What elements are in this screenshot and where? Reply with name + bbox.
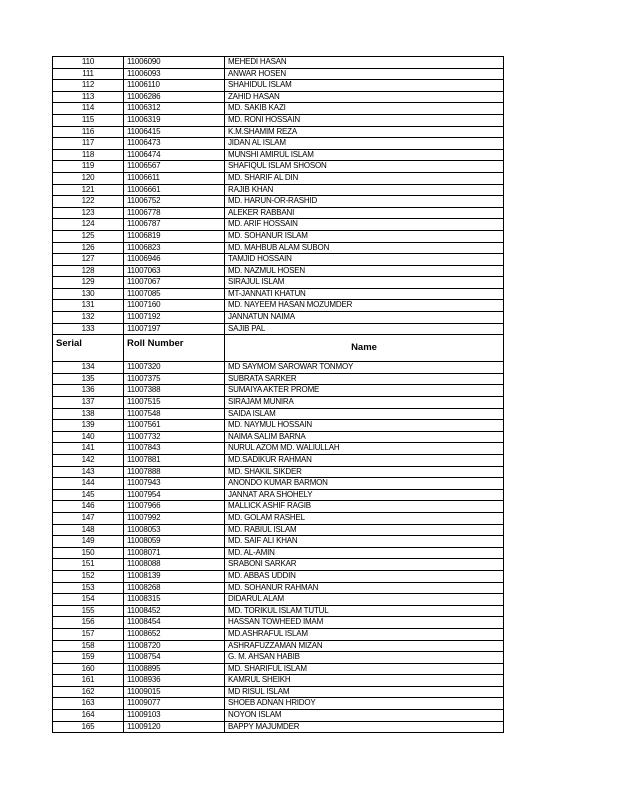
name-cell: MD. SAKIB KAZI	[225, 103, 504, 115]
table-row	[53, 172, 504, 184]
name-cell: MD. MAHBUB ALAM SUBON	[225, 242, 504, 254]
name-cell: MD. SOHANUR RAHMAN	[225, 582, 504, 594]
name-cell: SIRAJAM MUNIRA	[225, 397, 504, 409]
table-row	[53, 288, 504, 300]
name-cell: ANONDO KUMAR BARMON	[225, 478, 504, 490]
table-row	[53, 466, 504, 478]
roll-number-cell: 11007388	[124, 385, 225, 397]
serial-cell: 156	[53, 617, 124, 629]
name-cell: ALEKER RABBANI	[225, 207, 504, 219]
serial-cell: 125	[53, 230, 124, 242]
roll-number-cell: 11009120	[124, 721, 225, 733]
name-cell: SAIDA ISLAM	[225, 408, 504, 420]
roll-number-cell: 11007732	[124, 431, 225, 443]
table-row	[53, 114, 504, 126]
table-row	[53, 80, 504, 92]
serial-cell: 141	[53, 443, 124, 455]
table-row	[53, 617, 504, 629]
roll-number-cell: 11006567	[124, 161, 225, 173]
table-row	[53, 559, 504, 571]
roll-number-cell: 11007063	[124, 265, 225, 277]
table-row	[53, 184, 504, 196]
roll-number-cell: 11007881	[124, 455, 225, 467]
table-row	[53, 408, 504, 420]
name-cell: SHAHIDUL ISLAM	[225, 80, 504, 92]
serial-cell: 113	[53, 91, 124, 103]
serial-cell: 150	[53, 547, 124, 559]
table-row	[53, 265, 504, 277]
serial-cell: 158	[53, 640, 124, 652]
table-body-bottom	[53, 362, 504, 733]
roll-number-cell: 11006611	[124, 172, 225, 184]
table-row	[53, 219, 504, 231]
serial-cell: 139	[53, 420, 124, 432]
serial-cell: 134	[53, 362, 124, 374]
name-cell: JANNAT ARA SHOHELY	[225, 489, 504, 501]
table-row	[53, 300, 504, 312]
serial-cell: 162	[53, 686, 124, 698]
table-row	[53, 455, 504, 467]
name-cell: MT-JANNATI KHATUN	[225, 288, 504, 300]
serial-cell: 143	[53, 466, 124, 478]
name-cell: MD. ARIF HOSSAIN	[225, 219, 504, 231]
roll-number-cell: 11007888	[124, 466, 225, 478]
roll-number-cell: 11008071	[124, 547, 225, 559]
name-cell: ANWAR HOSEN	[225, 68, 504, 80]
name-cell: MD.SADIKUR RAHMAN	[225, 455, 504, 467]
table-row	[53, 397, 504, 409]
name-cell: SAJIB PAL	[225, 323, 504, 335]
serial-cell: 140	[53, 431, 124, 443]
serial-cell: 132	[53, 312, 124, 324]
table-row	[53, 721, 504, 733]
roll-number-cell: 11007843	[124, 443, 225, 455]
serial-cell: 123	[53, 207, 124, 219]
table-row	[53, 710, 504, 722]
serial-cell: 148	[53, 524, 124, 536]
table-row	[53, 57, 504, 69]
table-row	[53, 312, 504, 324]
serial-cell: 115	[53, 114, 124, 126]
serial-cell: 165	[53, 721, 124, 733]
roll-number-cell: 11006823	[124, 242, 225, 254]
serial-cell: 145	[53, 489, 124, 501]
serial-header: Serial	[53, 335, 124, 362]
roll-number-cell: 11008139	[124, 570, 225, 582]
serial-cell: 114	[53, 103, 124, 115]
serial-cell: 157	[53, 628, 124, 640]
roll-number-cell: 11006787	[124, 219, 225, 231]
serial-cell: 163	[53, 698, 124, 710]
serial-cell: 153	[53, 582, 124, 594]
serial-cell: 133	[53, 323, 124, 335]
table-row	[53, 230, 504, 242]
roll-number-cell: 11008053	[124, 524, 225, 536]
roll-number-cell: 11006752	[124, 196, 225, 208]
student-list-table	[52, 56, 504, 733]
name-cell: SUBRATA SARKER	[225, 373, 504, 385]
name-cell: JIDAN AL ISLAM	[225, 138, 504, 150]
roll-number-cell: 11007375	[124, 373, 225, 385]
roll-number-cell: 11009103	[124, 710, 225, 722]
roll-number-cell: 11007192	[124, 312, 225, 324]
table-row	[53, 478, 504, 490]
serial-cell: 124	[53, 219, 124, 231]
roll-number-cell: 11007992	[124, 512, 225, 524]
name-cell: KAMRUL SHEIKH	[225, 675, 504, 687]
serial-cell: 152	[53, 570, 124, 582]
roll-number-cell: 11007548	[124, 408, 225, 420]
name-cell: MD. HARUN-OR-RASHID	[225, 196, 504, 208]
table-row	[53, 68, 504, 80]
name-cell: MD. ABBAS UDDIN	[225, 570, 504, 582]
table-row	[53, 489, 504, 501]
table-row	[53, 207, 504, 219]
table-row	[53, 385, 504, 397]
name-cell: NAIMA SALIM BARNA	[225, 431, 504, 443]
table-row	[53, 323, 504, 335]
serial-cell: 144	[53, 478, 124, 490]
roll-number-cell: 11007515	[124, 397, 225, 409]
name-cell: MD.ASHRAFUL ISLAM	[225, 628, 504, 640]
roll-number-cell: 11008454	[124, 617, 225, 629]
table-row	[53, 512, 504, 524]
name-cell: K.M.SHAMIM REZA	[225, 126, 504, 138]
roll-number-cell: 11008754	[124, 652, 225, 664]
name-cell: MD. SHAKIL SIKDER	[225, 466, 504, 478]
serial-cell: 146	[53, 501, 124, 513]
roll-number-cell: 11006286	[124, 91, 225, 103]
serial-cell: 149	[53, 536, 124, 548]
table-row	[53, 570, 504, 582]
name-cell: MD. GOLAM RASHEL	[225, 512, 504, 524]
name-cell: DIDARUL ALAM	[225, 594, 504, 606]
roll-number-cell: 11008452	[124, 605, 225, 617]
serial-cell: 154	[53, 594, 124, 606]
roll-number-cell: 11007085	[124, 288, 225, 300]
name-cell: MD. SHARIFUL ISLAM	[225, 663, 504, 675]
roll-number-cell: 11006474	[124, 149, 225, 161]
name-cell: JANNATUN NAIMA	[225, 312, 504, 324]
name-cell: TAMJID HOSSAIN	[225, 254, 504, 266]
table-row	[53, 126, 504, 138]
name-cell: BAPPY MAJUMDER	[225, 721, 504, 733]
roll-number-cell: 11009077	[124, 698, 225, 710]
name-cell: MD. SHARIF AL DIN	[225, 172, 504, 184]
table-row	[53, 652, 504, 664]
table-row	[53, 628, 504, 640]
table-row	[53, 663, 504, 675]
roll-number-cell: 11007197	[124, 323, 225, 335]
name-cell: MD. NAYMUL HOSSAIN	[225, 420, 504, 432]
table-row	[53, 431, 504, 443]
name-cell: SUMAIYA AKTER PROME	[225, 385, 504, 397]
serial-cell: 155	[53, 605, 124, 617]
roll-number-cell: 11006090	[124, 57, 225, 69]
serial-cell: 122	[53, 196, 124, 208]
name-cell: MEHEDI HASAN	[225, 57, 504, 69]
roll-number-cell: 11008895	[124, 663, 225, 675]
name-cell: G. M. AHSAN HABIB	[225, 652, 504, 664]
name-header: Name	[225, 335, 504, 362]
table-row	[53, 594, 504, 606]
serial-cell: 138	[53, 408, 124, 420]
serial-cell: 111	[53, 68, 124, 80]
table-row	[53, 254, 504, 266]
table-row	[53, 443, 504, 455]
roll-number-cell: 11006415	[124, 126, 225, 138]
table-row	[53, 149, 504, 161]
table-header-group	[53, 335, 504, 362]
name-cell: MD. TORIKUL ISLAM TUTUL	[225, 605, 504, 617]
roll-number-cell: 11006319	[124, 114, 225, 126]
roll-number-cell: 11007561	[124, 420, 225, 432]
roll-number-cell: 11008088	[124, 559, 225, 571]
serial-cell: 119	[53, 161, 124, 173]
table-row	[53, 686, 504, 698]
name-cell: MD. RABIUL ISLAM	[225, 524, 504, 536]
name-cell: MD RISUL ISLAM	[225, 686, 504, 698]
roll-number-cell: 11008268	[124, 582, 225, 594]
roll-number-cell: 11007954	[124, 489, 225, 501]
name-cell: MD. SOHANUR ISLAM	[225, 230, 504, 242]
serial-cell: 117	[53, 138, 124, 150]
serial-cell: 160	[53, 663, 124, 675]
table-row	[53, 536, 504, 548]
serial-cell: 121	[53, 184, 124, 196]
roll-number-cell: 11007320	[124, 362, 225, 374]
table-row	[53, 640, 504, 652]
name-cell: MD. NAYEEM HASAN MOZUMDER	[225, 300, 504, 312]
roll-number-cell: 11008059	[124, 536, 225, 548]
serial-cell: 137	[53, 397, 124, 409]
name-cell: HASSAN TOWHEED IMAM	[225, 617, 504, 629]
name-cell: RAJIB KHAN	[225, 184, 504, 196]
serial-cell: 147	[53, 512, 124, 524]
name-cell: ZAHID HASAN	[225, 91, 504, 103]
serial-cell: 116	[53, 126, 124, 138]
roll-number-cell: 11006946	[124, 254, 225, 266]
serial-cell: 129	[53, 277, 124, 289]
serial-cell: 142	[53, 455, 124, 467]
roll-number-cell: 11007067	[124, 277, 225, 289]
table-row	[53, 373, 504, 385]
name-cell: MD. NAZMUL HOSEN	[225, 265, 504, 277]
name-cell: SRABONI SARKAR	[225, 559, 504, 571]
roll-number-cell: 11008652	[124, 628, 225, 640]
roll-number-cell: 11007943	[124, 478, 225, 490]
serial-cell: 118	[53, 149, 124, 161]
serial-cell: 120	[53, 172, 124, 184]
roll-number-cell: 11007160	[124, 300, 225, 312]
table-header-row	[53, 335, 504, 362]
serial-cell: 127	[53, 254, 124, 266]
table-row	[53, 420, 504, 432]
roll-number-cell: 11006093	[124, 68, 225, 80]
table-row	[53, 675, 504, 687]
results-sheet	[52, 56, 504, 733]
table-row	[53, 524, 504, 536]
table-body-top	[53, 57, 504, 335]
roll-number-cell: 11008720	[124, 640, 225, 652]
table-row	[53, 103, 504, 115]
name-cell: MD. RONI HOSSAIN	[225, 114, 504, 126]
table-row	[53, 196, 504, 208]
name-cell: NOYON ISLAM	[225, 710, 504, 722]
serial-cell: 112	[53, 80, 124, 92]
roll-number-cell: 11008315	[124, 594, 225, 606]
name-cell: MD. AL-AMIN	[225, 547, 504, 559]
serial-cell: 161	[53, 675, 124, 687]
serial-cell: 151	[53, 559, 124, 571]
table-row	[53, 362, 504, 374]
roll-number-cell: 11006110	[124, 80, 225, 92]
serial-cell: 164	[53, 710, 124, 722]
table-row	[53, 582, 504, 594]
serial-cell: 136	[53, 385, 124, 397]
roll-number-cell: 11006661	[124, 184, 225, 196]
table-row	[53, 138, 504, 150]
name-cell: SHOEB ADNAN HRIDOY	[225, 698, 504, 710]
serial-cell: 159	[53, 652, 124, 664]
name-cell: MUNSHI AMIRUL ISLAM	[225, 149, 504, 161]
table-row	[53, 277, 504, 289]
roll-number-cell: 11006819	[124, 230, 225, 242]
serial-cell: 126	[53, 242, 124, 254]
table-row	[53, 242, 504, 254]
table-row	[53, 605, 504, 617]
roll-number-cell: 11006473	[124, 138, 225, 150]
roll-number-cell: 11006778	[124, 207, 225, 219]
name-cell: MD. SAIF ALI KHAN	[225, 536, 504, 548]
roll-number-header: Roll Number	[124, 335, 225, 362]
table-row	[53, 501, 504, 513]
roll-number-cell: 11007966	[124, 501, 225, 513]
roll-number-cell: 11009015	[124, 686, 225, 698]
serial-cell: 110	[53, 57, 124, 69]
name-cell: MD SAYMOM SAROWAR TONMOY	[225, 362, 504, 374]
name-cell: ASHRAFUZZAMAN MIZAN	[225, 640, 504, 652]
table-row	[53, 547, 504, 559]
table-row	[53, 91, 504, 103]
serial-cell: 131	[53, 300, 124, 312]
name-cell: MALLICK ASHIF RAGIB	[225, 501, 504, 513]
name-cell: NURUL AZOM MD. WALIULLAH	[225, 443, 504, 455]
table-row	[53, 161, 504, 173]
roll-number-cell: 11008936	[124, 675, 225, 687]
name-cell: SIRAJUL ISLAM	[225, 277, 504, 289]
roll-number-cell: 11006312	[124, 103, 225, 115]
table-row	[53, 698, 504, 710]
serial-cell: 128	[53, 265, 124, 277]
name-cell: SHAFIQUL ISLAM SHOSON	[225, 161, 504, 173]
serial-cell: 130	[53, 288, 124, 300]
serial-cell: 135	[53, 373, 124, 385]
